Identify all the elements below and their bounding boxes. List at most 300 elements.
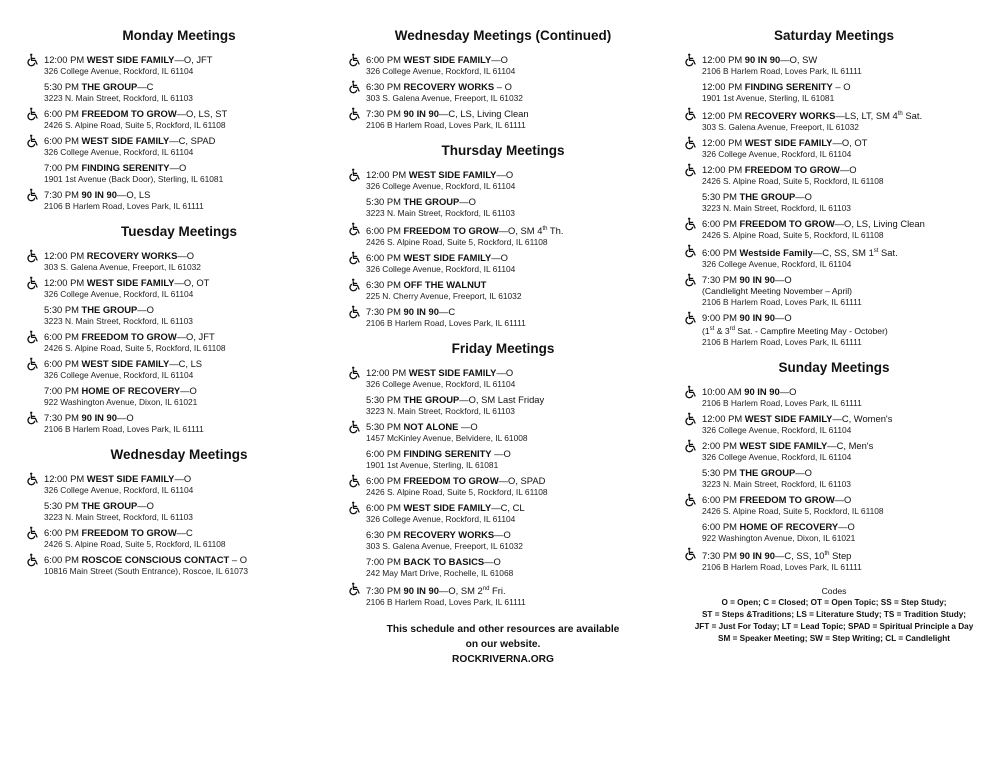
day-heading: Saturday Meetings [773,28,895,43]
meeting-name: 90 IN 90 [744,54,781,65]
meeting-time: 6:00 PM [366,225,401,237]
meeting-address: 326 College Avenue, Rockford, IL 61104 [366,264,516,275]
meeting-entry [684,81,984,104]
meeting-codes: —C [137,81,154,92]
meeting-address: 2106 B Harlem Road, Loves Park, IL 61111 [702,337,862,348]
meeting-name: FREEDOM TO GROW [403,475,499,487]
meeting-address: 326 College Avenue, Rockford, IL 61104 [44,370,194,380]
meeting-name: WEST SIDE FAMILY [408,169,497,180]
meeting-time: 6:30 PM [366,529,401,541]
meeting-entry [348,279,658,302]
day-section [348,341,658,608]
meeting-name: FINDING SERENITY [81,162,170,173]
meeting-name: HOME OF RECOVERY [81,385,181,396]
meeting-address: 2426 S. Alpine Road, Suite 5, Rockford, IL 61108 [702,230,884,241]
wheelchair-accessible-icon [684,163,698,177]
meeting-address: 1901 1st Avenue, Sterling, IL 61081 [366,460,499,471]
meeting-name: WEST SIDE FAMILY [744,137,833,149]
meeting-address: 326 College Avenue, Rockford, IL 61104 [702,425,852,436]
wheelchair-accessible-icon [684,273,698,287]
meeting-entry [348,502,658,525]
meeting-time: 2:00 PM [702,440,737,452]
column-2 [348,28,658,667]
meeting-codes: —O [180,385,197,396]
meeting-time: 5:30 PM [366,196,401,207]
wheelchair-accessible-icon [684,244,698,258]
day-section [26,224,332,435]
meeting-entry [26,500,332,523]
meeting-line [702,440,984,452]
meeting-line [702,467,984,479]
meeting-codes: —C, SS, 10th Step [774,550,852,562]
meeting-codes: —O, LS [116,189,151,200]
meeting-address: 2106 B Harlem Road, Loves Park, IL 61111 [366,597,526,608]
meeting-address: 1901 1st Avenue, Sterling, IL 61081 [702,93,835,103]
meeting-entry [348,448,658,471]
meeting-codes: – O [832,81,851,92]
meeting-line [366,252,658,264]
meeting-name: WEST SIDE FAMILY [408,367,497,379]
meeting-time: 12:00 PM [702,81,743,92]
wheelchair-accessible-icon [26,249,40,263]
meeting-entry [26,385,332,408]
meeting-address: 1901 1st Avenue (Back Door), Sterling, IL 61081 [44,174,224,184]
wheelchair-accessible-icon [348,278,362,292]
meeting-codes: —O [795,467,812,479]
meeting-name: RECOVERY WORKS [744,110,836,122]
meeting-codes: —O, SW [780,54,818,65]
meeting-address: 2426 S. Alpine Road, Suite 5, Rockford, IL 61108 [702,176,884,187]
meeting-name: WEST SIDE FAMILY [403,54,492,65]
meeting-line [44,473,332,485]
meeting-time: 6:00 PM [702,218,737,230]
meeting-entry [684,54,984,77]
meeting-line [44,358,332,370]
wheelchair-accessible-icon [26,472,40,486]
meeting-name: FREEDOM TO GROW [81,527,177,538]
meeting-name: FINDING SERENITY [403,448,492,460]
meeting-address: 2426 S. Alpine Road, Suite 5, Rockford, IL 61108 [44,343,226,353]
meeting-name: FINDING SERENITY [744,81,833,92]
meeting-entry [684,137,984,160]
meeting-codes: —O, SM 4th Th. [498,225,564,237]
wheelchair-accessible-icon [684,217,698,231]
meeting-name: FREEDOM TO GROW [739,494,835,506]
meeting-time: 6:00 PM [44,331,79,342]
meeting-entry [684,467,984,490]
wheelchair-accessible-icon [348,168,362,182]
meeting-name: RECOVERY WORKS [86,250,178,261]
meeting-name: THE GROUP [403,394,460,406]
meeting-address: 2426 S. Alpine Road, Suite 5, Rockford, IL 61108 [44,539,226,549]
meeting-time: 7:30 PM [44,189,79,200]
meeting-name: 90 IN 90 [403,108,439,119]
meeting-address: 1457 McKinley Avenue, Belvidere, IL 61008 [366,433,528,444]
meeting-line [44,108,332,120]
meeting-time: 9:00 PM [702,312,737,324]
day-heading: Wednesday Meetings [110,447,248,462]
meeting-address: 326 College Avenue, Rockford, IL 61104 [366,379,516,390]
meeting-entry [684,386,984,409]
meeting-codes: —C, LS [169,358,203,369]
meeting-line [366,367,658,379]
codes-line: JFT = Just For Today; LT = Lead Topic; SPAD = Spiritual Principle a Day [694,622,974,632]
meeting-name: 90 IN 90 [403,306,439,318]
meeting-entry [348,169,658,192]
meeting-name: BACK TO BASICS [403,556,485,568]
meeting-codes: —C [438,306,456,318]
meeting-entry [348,306,658,329]
meeting-time: 6:00 PM [366,502,401,514]
wheelchair-accessible-icon [348,366,362,380]
meeting-line [366,583,658,597]
meeting-entry [348,54,658,77]
wheelchair-accessible-icon [348,501,362,515]
meeting-codes: —C, CL [491,502,525,514]
website-url[interactable]: ROCKRIVERNA.ORG [452,654,554,666]
meeting-time: 6:00 PM [44,108,79,119]
day-section [26,28,332,212]
meeting-codes: —O [774,312,792,324]
meeting-time: 5:30 PM [44,81,79,92]
meeting-name: THE GROUP [81,500,138,511]
meeting-codes: —O [834,494,852,506]
wheelchair-accessible-icon [684,107,698,121]
wheelchair-accessible-icon [26,134,40,148]
meeting-entry [348,583,658,608]
column-1 [26,28,332,589]
codes-line: SM = Speaker Meeting; SW = Step Writing; CL = Candlelight [718,634,950,644]
meeting-time: 6:30 PM [366,279,401,291]
meeting-codes: —O, OT [174,277,210,288]
meeting-entry [26,304,332,327]
meeting-time: 12:00 PM [366,367,407,379]
meeting-address: 3223 N. Main Street, Rockford, IL 61103 [702,479,851,490]
meeting-note: (Candlelight Meeting November – April) [702,286,852,297]
codes-line: ST = Steps &Traditions; LS = Literature Study; TS = Tradition Study; [701,610,967,620]
meeting-entry [26,554,332,577]
meeting-codes: —O [459,196,476,207]
meeting-line [366,223,658,237]
wheelchair-accessible-icon [348,107,362,121]
meeting-address: 2106 B Harlem Road, Loves Park, IL 61111 [44,424,204,434]
meeting-codes: —O [137,304,154,315]
meeting-address: 3223 N. Main Street, Rockford, IL 61103 [44,316,193,326]
meeting-entry [684,521,984,544]
meeting-time: 12:00 PM [702,54,743,65]
wheelchair-accessible-icon [684,493,698,507]
meeting-address: 3223 N. Main Street, Rockford, IL 61103 [44,93,193,103]
meeting-time: 7:30 PM [44,412,79,423]
meeting-line [702,191,984,203]
meeting-name: Westside Family [739,247,813,259]
meeting-time: 7:30 PM [702,550,737,562]
meeting-address: 2106 B Harlem Road, Loves Park, IL 61111 [702,398,862,409]
meeting-line [44,331,332,343]
meeting-time: 6:30 PM [366,81,401,92]
wheelchair-accessible-icon [26,357,40,371]
meeting-entry [26,108,332,131]
meeting-line [366,502,658,514]
wheelchair-accessible-icon [348,474,362,488]
day-heading: Tuesday Meetings [120,224,238,239]
meeting-name: FREEDOM TO GROW [81,108,177,119]
meeting-address: 3223 N. Main Street, Rockford, IL 61103 [44,512,193,522]
meeting-time: 12:00 PM [44,250,85,261]
meeting-line [702,108,984,122]
meeting-note: (1st & 3rd Sat. - Campfire Meeting May - October) [702,326,888,337]
meeting-entry [26,412,332,435]
meeting-entry [26,250,332,273]
meeting-line [702,164,984,176]
meeting-time: 7:30 PM [366,306,401,318]
meeting-entry [684,108,984,133]
wheelchair-accessible-icon [348,420,362,434]
wheelchair-accessible-icon [26,53,40,67]
meeting-name: FREEDOM TO GROW [744,164,840,176]
day-section [348,143,658,329]
meeting-entry [26,81,332,104]
day-heading: Thursday Meetings [441,143,565,158]
meeting-time: 6:00 PM [44,358,79,369]
meeting-entry [26,54,332,77]
meeting-line [44,500,332,512]
meeting-entry [26,277,332,300]
meeting-codes: —O [177,250,195,261]
meeting-entry [684,312,984,348]
meeting-time: 6:00 PM [366,448,401,460]
day-section [684,28,984,348]
footer-text: on our website. [465,639,541,651]
meeting-codes: —O [491,252,508,264]
meeting-codes: —O [174,473,192,484]
meeting-address: 326 College Avenue, Rockford, IL 61104 [44,147,194,157]
meeting-codes: —O [137,500,154,511]
meeting-name: FREEDOM TO GROW [403,225,499,237]
meeting-entry [26,527,332,550]
meeting-line [366,556,658,568]
meeting-time: 5:30 PM [44,500,79,511]
meeting-entry [348,367,658,390]
meeting-line [366,306,658,318]
day-heading: Wednesday Meetings (Continued) [394,28,612,43]
meeting-line [366,475,658,487]
meeting-address: 2106 B Harlem Road, Loves Park, IL 61111 [702,66,862,76]
meeting-entry [684,191,984,214]
meeting-name: RECOVERY WORKS [403,81,495,92]
meeting-codes: —O [494,529,511,541]
meeting-address: 326 College Avenue, Rockford, IL 61104 [702,452,852,463]
meeting-address: 2106 B Harlem Road, Loves Park, IL 61111 [366,318,526,329]
wheelchair-accessible-icon [348,582,362,596]
meeting-codes: —O, OT [832,137,868,149]
meeting-time: 5:30 PM [702,191,737,203]
meeting-line [44,527,332,539]
meeting-entry [684,218,984,241]
meeting-address: 225 N. Cherry Avenue, Freeport, IL 61032 [366,291,522,302]
meeting-entry [26,162,332,185]
codes-title: Codes [821,586,847,597]
meeting-time: 6:00 PM [366,54,401,65]
wheelchair-accessible-icon [26,330,40,344]
meeting-line [44,304,332,316]
wheelchair-accessible-icon [348,222,362,236]
wheelchair-accessible-icon [26,107,40,121]
meeting-address: 326 College Avenue, Rockford, IL 61104 [702,149,852,160]
meeting-time: 12:00 PM [702,110,743,122]
meeting-address: 2426 S. Alpine Road, Suite 5, Rockford, IL 61108 [366,487,548,498]
meeting-time: 5:30 PM [702,467,737,479]
meeting-codes: —O [491,448,511,460]
meeting-entry [348,529,658,552]
codes-legend [684,585,984,645]
meeting-codes: —O, SM Last Friday [459,394,545,406]
column-3 [684,28,984,645]
meeting-address: 326 College Avenue, Rockford, IL 61104 [44,289,194,299]
meeting-entry [684,494,984,517]
meeting-name: WEST SIDE FAMILY [739,440,828,452]
meeting-codes: —O, SM 2nd Fri. [438,585,506,597]
meeting-time: 12:00 PM [44,277,85,288]
meeting-codes: —C, Men's [827,440,874,452]
meeting-name: 90 IN 90 [81,412,117,423]
meeting-line [702,494,984,506]
meeting-entry [348,108,658,131]
meeting-line [44,277,332,289]
meeting-time: 5:30 PM [366,394,401,406]
meeting-line [702,245,984,259]
meeting-codes: —O, JFT [176,331,215,342]
meeting-line [366,81,658,93]
meeting-name: RECOVERY WORKS [403,529,495,541]
meeting-address: 3223 N. Main Street, Rockford, IL 61103 [366,208,515,218]
meeting-time: 12:00 PM [366,169,407,180]
meeting-codes: —O [838,521,855,533]
meeting-line [702,386,984,398]
meeting-address: 303 S. Galena Avenue, Freeport, IL 61032 [44,262,201,272]
meeting-name: THE GROUP [81,304,138,315]
meeting-name: WEST SIDE FAMILY [403,252,492,264]
meeting-time: 7:00 PM [44,385,79,396]
meeting-entry [348,394,658,417]
meeting-address: 303 S. Galena Avenue, Freeport, IL 61032 [366,541,523,552]
meeting-entry [26,473,332,496]
meeting-line [44,135,332,147]
meeting-codes: —O [839,164,857,176]
meeting-line [44,385,332,397]
wheelchair-accessible-icon [684,385,698,399]
wheelchair-accessible-icon [684,311,698,325]
meeting-name: WEST SIDE FAMILY [86,473,175,484]
day-section [684,360,984,573]
day-heading: Sunday Meetings [778,360,890,376]
codes-line: O = Open; C = Closed; OT = Open Topic; SS = Step Study; [721,598,947,608]
meeting-time: 10:00 AM [702,386,742,398]
meeting-line [366,448,658,460]
meeting-name: WEST SIDE FAMILY [744,413,833,425]
meeting-address: 2106 B Harlem Road, Loves Park, IL 61111 [702,562,862,573]
meeting-line [44,54,332,66]
meeting-address: 2426 S. Alpine Road, Suite 5, Rockford, IL 61108 [702,506,884,517]
meeting-name: WEST SIDE FAMILY [86,277,175,288]
wheelchair-accessible-icon [348,53,362,67]
meeting-codes: —C, SS, SM 1st Sat. [812,247,898,259]
meeting-entry [348,252,658,275]
meeting-name: WEST SIDE FAMILY [81,135,170,146]
meeting-name: ROSCOE CONSCIOUS CONTACT [81,554,230,565]
meeting-time: 6:00 PM [366,252,401,264]
meeting-entry [684,164,984,187]
meeting-entry [26,135,332,158]
meeting-entry [684,548,984,573]
meeting-line [366,279,658,291]
wheelchair-accessible-icon [26,188,40,202]
meeting-time: 6:00 PM [44,527,79,538]
meeting-address: 326 College Avenue, Rockford, IL 61104 [366,66,516,76]
meeting-time: 7:30 PM [702,274,737,286]
meeting-time: 12:00 PM [44,473,85,484]
meeting-time: 7:00 PM [44,162,79,173]
meeting-time: 5:30 PM [366,421,401,433]
meeting-codes: – O [494,81,512,92]
meeting-codes: —O [779,386,797,398]
footer-text: This schedule and other resources are available [386,624,620,636]
meeting-entry [26,189,332,212]
meeting-time: 12:00 PM [702,413,743,425]
meeting-time: 12:00 PM [702,164,743,176]
meeting-entry [348,196,658,219]
meeting-codes: —O [795,191,812,203]
meeting-name: WEST SIDE FAMILY [403,502,492,514]
day-heading: Friday Meetings [451,341,555,357]
meeting-codes: —O [491,54,508,65]
meeting-time: 12:00 PM [702,137,743,149]
meeting-address: 2106 B Harlem Road, Loves Park, IL 61111 [44,201,204,211]
meeting-address: 242 May Mart Drive, Rochelle, IL 61068 [366,568,514,579]
meeting-name: WEST SIDE FAMILY [81,358,170,369]
meeting-name: THE GROUP [81,81,138,92]
website-footer [348,622,658,667]
meeting-time: 6:00 PM [702,521,737,533]
meeting-codes: —O [458,421,478,433]
meeting-time: 6:00 PM [702,494,737,506]
meeting-codes: —O, JFT [174,54,213,65]
wheelchair-accessible-icon [348,305,362,319]
wheelchair-accessible-icon [26,526,40,540]
meeting-line [702,274,984,286]
meeting-line [702,548,984,562]
wheelchair-accessible-icon [684,547,698,561]
meeting-entry [348,223,658,248]
meeting-address: 10816 Main Street (South Entrance), Roscoe, IL 61073 [44,566,249,576]
meeting-address: 2106 B Harlem Road, Loves Park, IL 61111 [702,297,862,308]
meeting-address: 326 College Avenue, Rockford, IL 61104 [702,259,852,270]
meeting-line [366,54,658,66]
wheelchair-accessible-icon [26,276,40,290]
meeting-entry [348,475,658,498]
meeting-line [44,162,332,174]
meeting-codes: —O [484,556,501,568]
meeting-line [702,218,984,230]
meeting-line [44,189,332,201]
meeting-name: NOT ALONE [403,421,459,433]
meeting-codes: —C, SPAD [169,135,216,146]
meeting-codes: —C, Women's [832,413,893,425]
meeting-name: 90 IN 90 [739,274,775,286]
meeting-entry [26,358,332,381]
meeting-entry [348,81,658,104]
meeting-codes: —O, LS, ST [176,108,228,119]
